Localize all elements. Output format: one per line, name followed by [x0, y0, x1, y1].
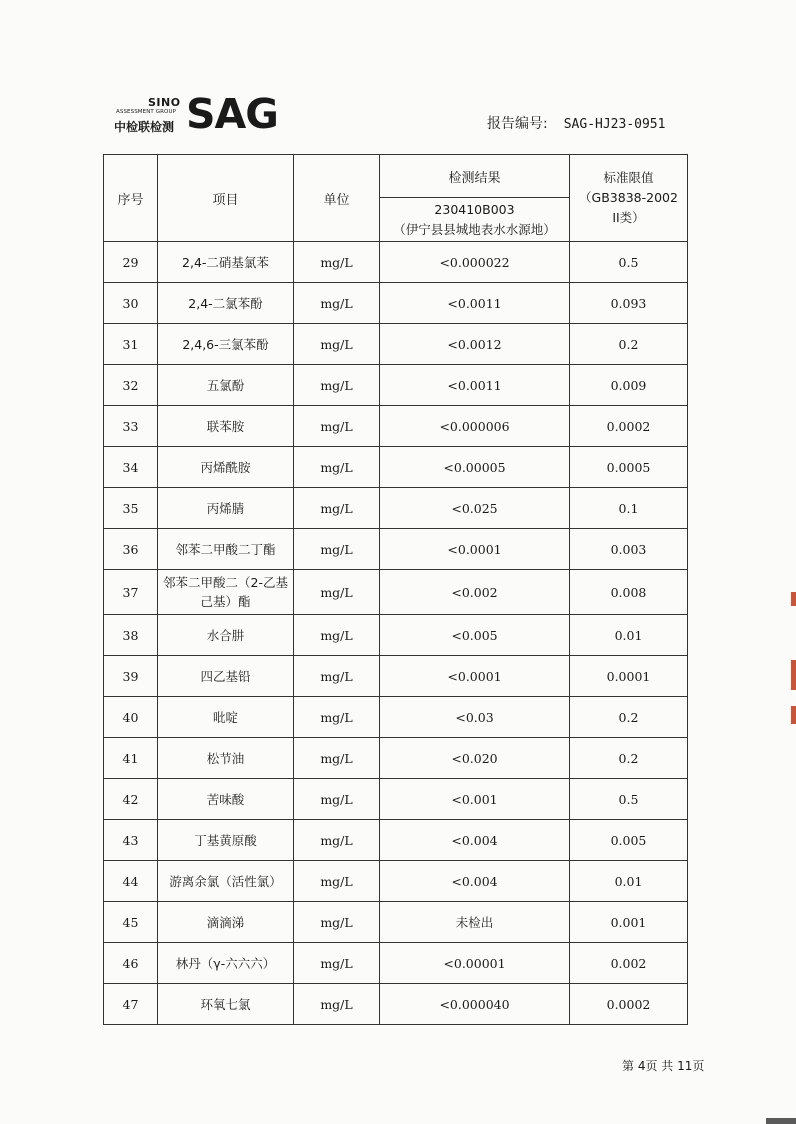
row-item — [158, 570, 294, 615]
row-unit: mg/L — [294, 406, 380, 447]
row-result: <0.0012 — [380, 324, 570, 365]
row-limit: 0.01 — [570, 615, 688, 656]
row-item: 丙烯酰胺 — [158, 447, 294, 488]
row-item: 丁基黄原酸 — [158, 820, 294, 861]
row-result: <0.03 — [380, 697, 570, 738]
row-item: 游离余氯（活性氯） — [158, 861, 294, 902]
table-row — [104, 615, 688, 656]
edge-stamp-mark — [791, 592, 796, 606]
scan-corner-bar — [766, 1118, 796, 1124]
row-unit: mg/L — [294, 488, 380, 529]
row-item: 林丹（γ-六六六） — [158, 943, 294, 984]
row-unit: mg/L — [294, 447, 380, 488]
row-result: <0.005 — [380, 615, 570, 656]
row-seq: 42 — [104, 779, 158, 820]
row-limit: 0.009 — [570, 365, 688, 406]
row-unit: mg/L — [294, 820, 380, 861]
row-unit: mg/L — [294, 943, 380, 984]
row-item: 2,4-二硝基氯苯 — [158, 242, 294, 283]
row-seq: 31 — [104, 324, 158, 365]
row-seq: 34 — [104, 447, 158, 488]
header-sample — [380, 198, 570, 242]
row-limit: 0.2 — [570, 324, 688, 365]
edge-stamp-mark — [791, 706, 796, 724]
row-item-line1: 邻苯二甲酸二（2-乙基 — [163, 575, 288, 590]
table-row — [104, 697, 688, 738]
header-limit — [570, 155, 688, 242]
row-item: 邻苯二甲酸二丁酯 — [158, 529, 294, 570]
row-seq: 45 — [104, 902, 158, 943]
row-limit: 0.0002 — [570, 984, 688, 1025]
row-unit: mg/L — [294, 738, 380, 779]
table-row — [104, 779, 688, 820]
header-sample-id: 230410B003 — [434, 201, 515, 217]
row-limit: 0.003 — [570, 529, 688, 570]
row-seq: 35 — [104, 488, 158, 529]
row-item: 水合肼 — [158, 615, 294, 656]
row-result: <0.00001 — [380, 943, 570, 984]
row-limit: 0.1 — [570, 488, 688, 529]
row-limit: 0.0005 — [570, 447, 688, 488]
row-limit: 0.001 — [570, 902, 688, 943]
row-result: <0.025 — [380, 488, 570, 529]
header-limit-line1: 标准限值 — [603, 170, 654, 185]
logo-sino: SINO — [148, 96, 181, 109]
edge-stamp-mark — [791, 660, 796, 690]
row-item: 四乙基铅 — [158, 656, 294, 697]
row-unit: mg/L — [294, 365, 380, 406]
row-seq: 37 — [104, 570, 158, 615]
row-result: <0.002 — [380, 570, 570, 615]
row-unit: mg/L — [294, 570, 380, 615]
row-limit: 0.093 — [570, 283, 688, 324]
row-unit: mg/L — [294, 861, 380, 902]
row-seq: 47 — [104, 984, 158, 1025]
row-unit: mg/L — [294, 242, 380, 283]
row-limit: 0.5 — [570, 242, 688, 283]
header-limit-line3: II类） — [612, 210, 645, 225]
row-limit: 0.01 — [570, 861, 688, 902]
report-number-label: 报告编号: — [487, 116, 548, 132]
results-table — [103, 154, 688, 1025]
row-result: <0.004 — [380, 820, 570, 861]
row-unit: mg/L — [294, 697, 380, 738]
row-limit: 0.5 — [570, 779, 688, 820]
header-seq: 序号 — [104, 155, 158, 242]
page-number: 第 4页 共 11页 — [622, 1059, 705, 1073]
row-limit: 0.0001 — [570, 656, 688, 697]
table-row — [104, 570, 688, 615]
row-seq: 43 — [104, 820, 158, 861]
header-result: 检测结果 — [380, 155, 570, 198]
row-result: <0.0001 — [380, 529, 570, 570]
row-seq: 29 — [104, 242, 158, 283]
header-limit-line2: （GB3838-2002 — [579, 190, 678, 205]
row-seq: 30 — [104, 283, 158, 324]
row-unit: mg/L — [294, 529, 380, 570]
report-number-value: SAG-HJ23-0951 — [563, 117, 666, 132]
table-row — [104, 984, 688, 1025]
table-row — [104, 242, 688, 283]
row-result: <0.001 — [380, 779, 570, 820]
row-unit: mg/L — [294, 324, 380, 365]
row-seq: 32 — [104, 365, 158, 406]
table-row — [104, 283, 688, 324]
row-limit: 0.008 — [570, 570, 688, 615]
row-seq: 41 — [104, 738, 158, 779]
row-seq: 46 — [104, 943, 158, 984]
header-sample-location: （伊宁县县城地表水水源地） — [393, 221, 556, 237]
row-item: 2,4,6-三氯苯酚 — [158, 324, 294, 365]
table-row — [104, 406, 688, 447]
row-seq: 33 — [104, 406, 158, 447]
row-item: 苦味酸 — [158, 779, 294, 820]
row-unit: mg/L — [294, 779, 380, 820]
row-result: <0.0011 — [380, 283, 570, 324]
row-seq: 39 — [104, 656, 158, 697]
table-row — [104, 447, 688, 488]
row-result: <0.000040 — [380, 984, 570, 1025]
logo-cn: 中检联检测 — [114, 120, 175, 134]
row-seq: 40 — [104, 697, 158, 738]
row-result: <0.000022 — [380, 242, 570, 283]
row-item: 环氧七氯 — [158, 984, 294, 1025]
row-limit: 0.002 — [570, 943, 688, 984]
row-unit: mg/L — [294, 984, 380, 1025]
row-unit: mg/L — [294, 615, 380, 656]
row-seq: 44 — [104, 861, 158, 902]
row-result: <0.0001 — [380, 656, 570, 697]
row-item: 联苯胺 — [158, 406, 294, 447]
table-row — [104, 820, 688, 861]
table-row — [104, 656, 688, 697]
row-result: <0.0011 — [380, 365, 570, 406]
row-limit: 0.2 — [570, 697, 688, 738]
table-row — [104, 365, 688, 406]
row-item: 滴滴涕 — [158, 902, 294, 943]
row-result: 未检出 — [380, 902, 570, 943]
table-row — [104, 902, 688, 943]
logo-sag: SAG — [186, 90, 278, 138]
row-limit: 0.005 — [570, 820, 688, 861]
row-result: <0.004 — [380, 861, 570, 902]
table-row — [104, 943, 688, 984]
row-unit: mg/L — [294, 902, 380, 943]
row-result: <0.020 — [380, 738, 570, 779]
table-row — [104, 488, 688, 529]
row-item: 吡啶 — [158, 697, 294, 738]
row-item-line2: 己基）酯 — [200, 594, 251, 609]
row-item: 2,4-二氯苯酚 — [158, 283, 294, 324]
row-seq: 36 — [104, 529, 158, 570]
row-item: 五氯酚 — [158, 365, 294, 406]
row-item: 丙烯腈 — [158, 488, 294, 529]
table-row — [104, 324, 688, 365]
table-row — [104, 738, 688, 779]
logo-assessment: ASSESSMENT GROUP — [116, 109, 176, 115]
sag-logo — [112, 90, 282, 138]
row-seq: 38 — [104, 615, 158, 656]
report-number — [487, 113, 665, 133]
row-result: <0.000006 — [380, 406, 570, 447]
table-row — [104, 529, 688, 570]
row-result: <0.00005 — [380, 447, 570, 488]
header-item: 项目 — [158, 155, 294, 242]
table-row — [104, 861, 688, 902]
row-limit: 0.0002 — [570, 406, 688, 447]
header-unit: 单位 — [294, 155, 380, 242]
row-unit: mg/L — [294, 656, 380, 697]
row-item: 松节油 — [158, 738, 294, 779]
row-unit: mg/L — [294, 283, 380, 324]
row-limit: 0.2 — [570, 738, 688, 779]
